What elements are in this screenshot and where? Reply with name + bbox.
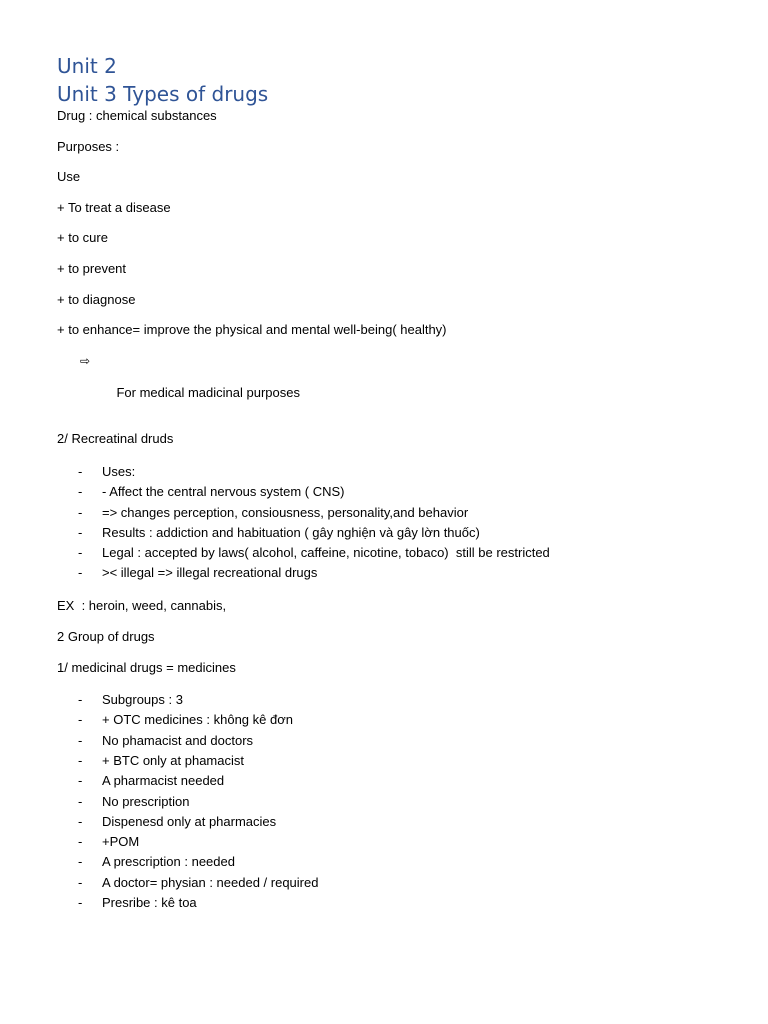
list-item-text: Subgroups : 3	[102, 692, 183, 708]
list-dash-marker: -	[78, 752, 83, 768]
list-item-text: + BTC only at phamacist	[102, 752, 244, 768]
list-dash-marker: -	[78, 524, 83, 540]
list-dash-marker: -	[78, 874, 83, 890]
list-dash-marker: -	[78, 732, 83, 748]
list-item-text: A pharmacist needed	[102, 773, 225, 789]
list-dash-marker: -	[78, 773, 83, 789]
paragraph-recreational: 2/ Recreatinal druds	[57, 431, 174, 447]
list-dash-marker: -	[78, 484, 83, 500]
list-item	[57, 812, 737, 832]
list-item	[57, 523, 737, 543]
list-dash-marker: -	[78, 854, 83, 870]
list-item-text: A prescription : needed	[102, 854, 235, 870]
list-item-text: +POM	[102, 834, 140, 850]
arrow-right-icon: ⇨	[80, 353, 91, 368]
list-item	[57, 832, 737, 852]
list-item	[57, 563, 737, 583]
list-item-text: Uses:	[102, 463, 136, 479]
medicinal-drugs-list	[57, 690, 737, 913]
paragraph-diagnose: + to diagnose	[57, 291, 136, 307]
list-dash-marker: -	[78, 895, 83, 911]
paragraph-prevent: + to prevent	[57, 260, 127, 276]
heading-unit-3: Unit 3 Types of drugs	[57, 82, 269, 106]
list-dash-marker: -	[78, 834, 83, 850]
list-dash-marker: -	[78, 712, 83, 728]
paragraph-cure: + to cure	[57, 230, 108, 246]
list-item	[57, 482, 737, 502]
list-item-text: => changes perception, consiousness, personality,and behavior	[102, 504, 469, 520]
paragraph-medicinal: 1/ medicinal drugs = medicines	[57, 659, 236, 675]
list-item	[57, 543, 737, 563]
paragraph-drug-definition: Drug : chemical substances	[57, 108, 217, 123]
list-item-text: Presribe : kê toa	[102, 895, 197, 911]
list-item	[57, 710, 737, 730]
list-item	[57, 852, 737, 872]
list-dash-marker: -	[78, 545, 83, 561]
list-item	[57, 503, 737, 523]
paragraph-use: Use	[57, 169, 81, 185]
paragraph-purposes: Purposes :	[57, 138, 120, 154]
paragraph-groups: 2 Group of drugs	[57, 628, 155, 644]
list-item-text: No prescription	[102, 793, 190, 809]
recreational-drugs-list	[57, 462, 737, 584]
list-item	[57, 690, 737, 710]
list-item	[57, 462, 737, 482]
list-item-text: Legal : accepted by laws( alcohol, caffeine, nicotine, tobaco) still be restricted	[102, 545, 550, 561]
list-item-text: >< illegal => illegal recreational drugs	[102, 565, 318, 581]
list-item-text: Results : addiction and habituation ( gây nghiện và gây lờn thuốc)	[102, 524, 480, 540]
list-item	[57, 751, 737, 771]
list-item	[57, 873, 737, 893]
list-dash-marker: -	[78, 504, 83, 520]
list-item-text: Dispenesd only at pharmacies	[102, 813, 277, 829]
list-item-text: + OTC medicines : không kê đơn	[102, 712, 293, 728]
list-item-text: - Affect the central nervous system ( CNS)	[102, 484, 345, 500]
arrow-list-item	[57, 353, 737, 417]
list-dash-marker: -	[78, 692, 83, 708]
list-item	[57, 771, 737, 791]
paragraph-example: EX : heroin, weed, cannabis,	[57, 598, 227, 614]
list-item	[57, 731, 737, 751]
list-item-text: No phamacist and doctors	[102, 732, 254, 748]
list-dash-marker: -	[78, 793, 83, 809]
paragraph-enhance: + to enhance= improve the physical and mental well-being( healthy)	[57, 322, 447, 338]
list-dash-marker: -	[78, 565, 83, 581]
list-dash-marker: -	[78, 813, 83, 829]
paragraph-treat: + To treat a disease	[57, 199, 171, 215]
list-dash-marker: -	[78, 463, 83, 479]
list-item	[57, 792, 737, 812]
arrow-list-item-text: For medical madicinal purposes	[116, 384, 300, 400]
list-item	[57, 893, 737, 913]
heading-unit-2: Unit 2	[57, 54, 117, 78]
list-item-text: A doctor= physian : needed / required	[102, 874, 319, 890]
document-page	[57, 52, 737, 928]
